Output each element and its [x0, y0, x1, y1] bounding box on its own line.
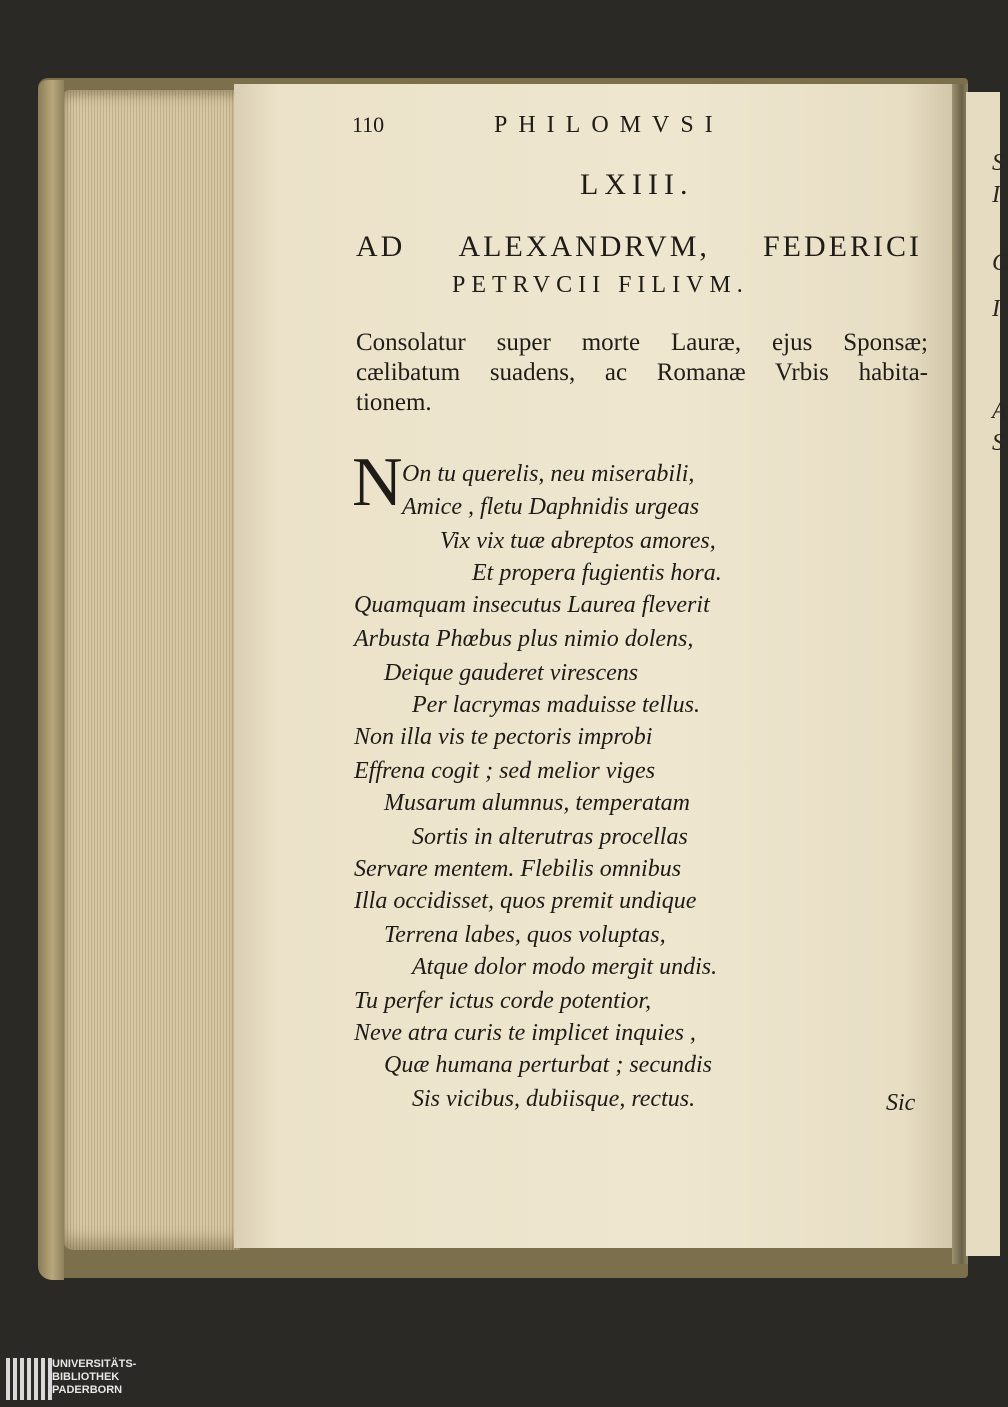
argument-line: cælibatum suadens, ac Romanæ Vrbis habita-	[356, 359, 928, 386]
verse-line: Non illa vis te pectoris improbi	[354, 724, 653, 750]
verse-line: Terrena labes, quos voluptas,	[384, 922, 666, 948]
library-name-line: BIBLIOTHEK	[52, 1371, 120, 1383]
argument-line: tionem.	[356, 389, 432, 416]
verse-line: Deique gauderet virescens	[384, 660, 639, 686]
poem-number: LXIII.	[580, 168, 694, 201]
verse-line: Quamquam insecutus Laurea fleverit	[354, 592, 710, 618]
verse-line: Et propera fugientis hora.	[472, 560, 722, 586]
verse-line: Arbusta Phœbus plus nimio dolens,	[354, 626, 694, 652]
facing-page-letter: I	[992, 296, 1000, 322]
verse-line: Sis vicibus, dubiisque, rectus.	[412, 1086, 696, 1112]
title-word: FEDERICI	[763, 230, 922, 263]
verse-line: Neve atra curis te implicet inquies ,	[354, 1020, 696, 1046]
catchword: Sic	[886, 1090, 916, 1116]
page-edges	[62, 90, 240, 1250]
library-name-line: PADERBORN	[52, 1384, 123, 1396]
facing-page-letter: A	[992, 398, 1007, 424]
facing-page-letter: C	[992, 250, 1008, 276]
verse-line: Amice , fletu Daphnidis urgeas	[402, 494, 700, 520]
page-number: 110	[352, 112, 385, 137]
running-head: PHILOMVSI	[494, 112, 724, 138]
verse-line: Sortis in alterutras procellas	[412, 824, 688, 850]
title-word: AD	[356, 230, 406, 263]
facing-page-letter: I	[992, 182, 1000, 208]
library-logo-icon	[6, 1358, 52, 1400]
title-word: ALEXANDRVM,	[458, 230, 710, 263]
verse-line: On tu querelis, neu miserabili,	[402, 461, 695, 487]
poem-title-line-1	[356, 230, 922, 264]
poem-argument	[356, 328, 928, 418]
cover-edge	[38, 80, 64, 1280]
verse-line: Quæ humana perturbat ; secundis	[384, 1052, 712, 1078]
verse-line: Vix vix tuæ abreptos amores,	[440, 528, 716, 554]
library-footer	[0, 1352, 1000, 1407]
verse-line: Musarum alumnus, temperatam	[384, 790, 690, 816]
library-name	[52, 1358, 136, 1397]
drop-cap: N	[352, 444, 403, 521]
verse-line: Per lacrymas maduisse tellus.	[412, 692, 700, 718]
verse-line: Effrena cogit ; sed melior viges	[354, 758, 656, 784]
argument-line: Consolatur super morte Lauræ, ejus Sponsæ;	[356, 329, 928, 356]
verse-line: Atque dolor modo mergit undis.	[412, 954, 718, 980]
facing-page-letter: S	[992, 150, 1004, 176]
verse-line: Tu perfer ictus corde potentior,	[354, 988, 652, 1014]
facing-page-letter: S	[992, 430, 1004, 456]
library-name-line: UNIVERSITÄTS-	[52, 1358, 137, 1370]
verse-line: Illa occidisset, quos premit undique	[354, 888, 697, 914]
poem-title-line-2: PETRVCII FILIVM.	[452, 272, 749, 298]
verse-line: Servare mentem. Flebilis omnibus	[354, 856, 682, 882]
